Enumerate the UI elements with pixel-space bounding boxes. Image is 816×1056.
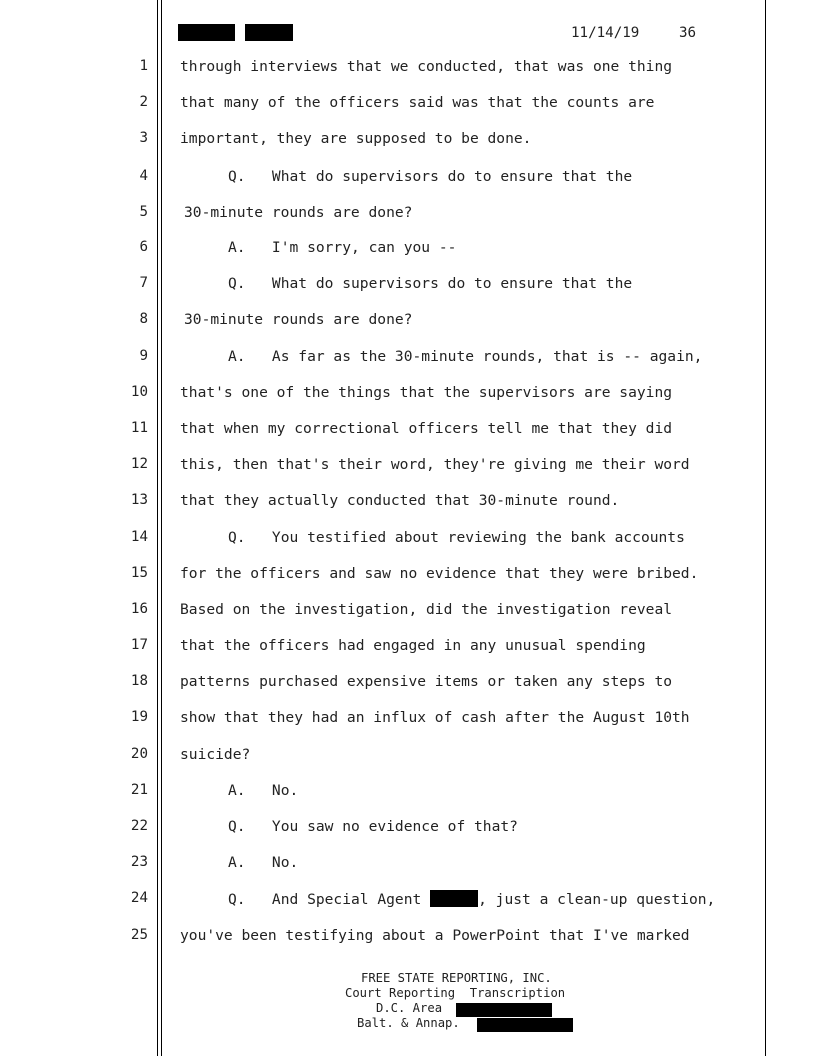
page-header <box>0 22 816 42</box>
transcript-line <box>0 887 816 913</box>
line-number: 10 <box>130 384 148 400</box>
line-number: 25 <box>130 927 148 943</box>
line-number: 19 <box>130 709 148 725</box>
line-number: 15 <box>130 565 148 581</box>
transcript-line <box>0 924 816 950</box>
transcript-date: 11/14/19 <box>571 25 640 41</box>
transcript-line <box>0 526 816 552</box>
transcript-line <box>0 851 816 877</box>
redacted-phone <box>456 1003 552 1017</box>
line-text <box>228 890 715 908</box>
transcript-line <box>0 670 816 696</box>
line-text: Q. You saw no evidence of that? <box>228 818 518 835</box>
line-text: A. No. <box>228 854 299 871</box>
transcript-line <box>0 706 816 732</box>
transcript-line <box>0 453 816 479</box>
transcript-line <box>0 55 816 81</box>
transcript-line <box>0 91 816 117</box>
transcript-line <box>0 201 816 227</box>
line-number: 3 <box>139 130 148 146</box>
line-number: 22 <box>130 818 148 834</box>
transcript-line <box>0 815 816 841</box>
line-text: Q. What do supervisors do to ensure that the <box>228 275 633 292</box>
line-number: 14 <box>130 529 148 545</box>
line-text: show that they had an influx of cash after the August 10th <box>180 709 690 726</box>
line-number: 23 <box>130 854 148 870</box>
redacted-block <box>178 24 235 41</box>
line-text: Based on the investigation, did the investigation reveal <box>180 601 673 618</box>
transcript-line <box>0 489 816 515</box>
footer-balt-label: Balt. & Annap. <box>357 1016 460 1030</box>
line-number: 13 <box>130 492 148 508</box>
line-number: 20 <box>130 746 148 762</box>
line-text: A. As far as the 30-minute rounds, that is -- again, <box>228 348 703 365</box>
line-text: 30-minute rounds are done? <box>184 204 413 221</box>
line-text: A. I'm sorry, can you -- <box>228 239 457 256</box>
redacted-phone <box>477 1018 573 1032</box>
redacted-name <box>430 890 478 907</box>
transcript-line <box>0 598 816 624</box>
line-number: 11 <box>130 420 148 436</box>
line-number: 17 <box>130 637 148 653</box>
line-number: 4 <box>139 168 148 184</box>
line-text: that's one of the things that the supervisors are saying <box>180 384 673 401</box>
transcript-line <box>0 634 816 660</box>
line-text: that when my correctional officers tell me that they did <box>180 420 673 437</box>
transcript-line <box>0 562 816 588</box>
line-text: for the officers and saw no evidence that they were bribed. <box>180 565 699 582</box>
footer-services: Court Reporting Transcription <box>345 986 566 1000</box>
line-number: 8 <box>139 311 148 327</box>
line-text: that the officers had engaged in any unusual spending <box>180 637 646 654</box>
line-number: 9 <box>139 348 148 364</box>
line-number: 18 <box>130 673 148 689</box>
line-number: 16 <box>130 601 148 617</box>
line-text: that many of the officers said was that the counts are <box>180 94 655 111</box>
line-number: 21 <box>130 782 148 798</box>
transcript-line <box>0 272 816 298</box>
transcript-line <box>0 779 816 805</box>
footer-dc-label: D.C. Area <box>376 1001 443 1015</box>
transcript-line <box>0 236 816 262</box>
transcript-line <box>0 743 816 769</box>
transcript-line <box>0 417 816 443</box>
line-text: suicide? <box>180 746 251 763</box>
line-text: Q. You testified about reviewing the bank accounts <box>228 529 685 546</box>
transcript-line <box>0 345 816 371</box>
line-text: this, then that's their word, they're giving me their word <box>180 456 690 473</box>
line-number: 6 <box>139 239 148 255</box>
transcript-line <box>0 308 816 334</box>
line-number: 5 <box>139 204 148 220</box>
line-text: 30-minute rounds are done? <box>184 311 413 328</box>
transcript-line <box>0 381 816 407</box>
line-text: patterns purchased expensive items or taken any steps to <box>180 673 673 690</box>
line-text: that they actually conducted that 30-minute round. <box>180 492 620 509</box>
line-text: A. No. <box>228 782 299 799</box>
line-number: 24 <box>130 890 148 906</box>
line-number: 1 <box>139 58 148 74</box>
line-number: 12 <box>130 456 148 472</box>
transcript-line <box>0 165 816 191</box>
line-number: 7 <box>139 275 148 291</box>
page-number: 36 <box>679 25 697 41</box>
transcript-line <box>0 127 816 153</box>
line-text: important, they are supposed to be done. <box>180 130 532 147</box>
line-text: you've been testifying about a PowerPoint that I've marked <box>180 927 690 944</box>
line-number: 2 <box>139 94 148 110</box>
line-text: Q. What do supervisors do to ensure that the <box>228 168 633 185</box>
line-text-after: , just a clean-up question, <box>478 891 716 908</box>
redacted-block <box>245 24 293 41</box>
line-text: through interviews that we conducted, that was one thing <box>180 58 673 75</box>
footer-company: FREE STATE REPORTING, INC. <box>361 971 552 985</box>
line-text-before: Q. And Special Agent <box>228 891 431 908</box>
